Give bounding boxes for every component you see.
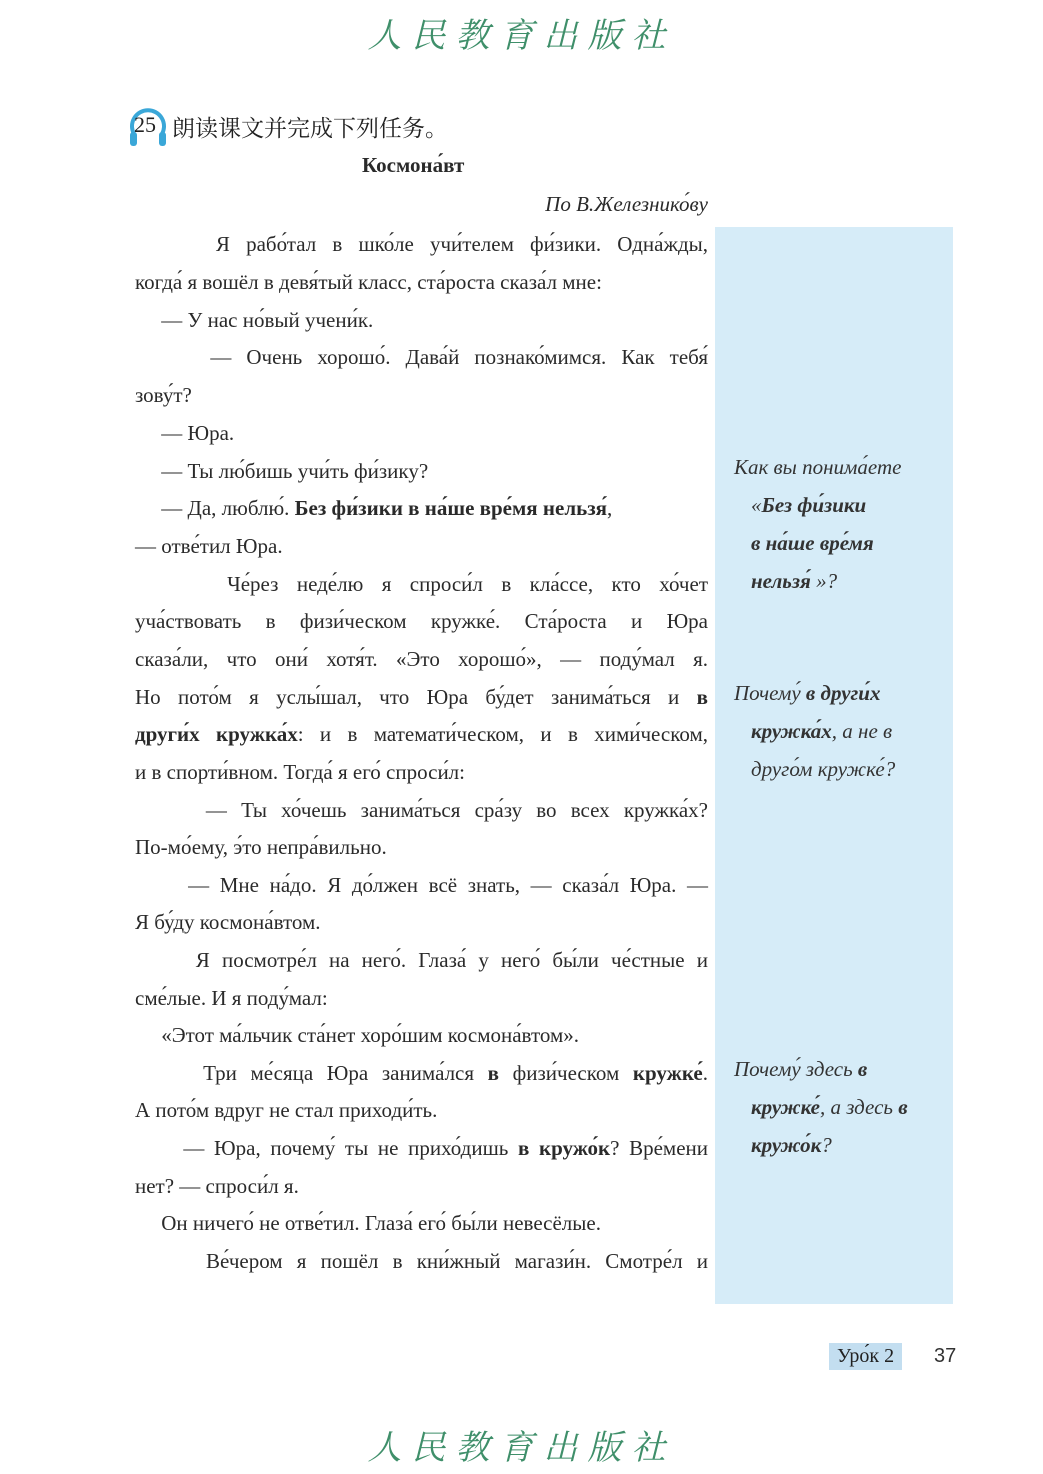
margin-note-line bbox=[751, 490, 866, 520]
text-segment: Че́рез неде́лю я спроси́л в кла́ссе, кто хо́чет bbox=[135, 572, 708, 596]
text-segment: , bbox=[607, 496, 613, 520]
text-author: По В.Железнико́ву bbox=[545, 192, 708, 216]
text-segment: и в спорти́вном. Тогда́ я его́ спроси́л: bbox=[135, 760, 465, 784]
text-line bbox=[135, 380, 708, 410]
task-number: 25 bbox=[134, 112, 156, 137]
text-line bbox=[135, 569, 708, 599]
publisher-logo-bottom: 人民教育出版社 bbox=[367, 1428, 676, 1468]
text-segment: — Юра, почему́ ты не прихо́дишь bbox=[135, 1136, 519, 1160]
text-line bbox=[135, 945, 708, 975]
bold-phrase: Без фи́зики bbox=[761, 493, 867, 517]
text-segment: , а не в bbox=[831, 719, 893, 743]
text-line bbox=[135, 870, 708, 900]
text-segment: друго́м кружке́? bbox=[751, 757, 896, 781]
margin-note-line bbox=[751, 716, 892, 746]
text-segment: — Ты лю́бишь учи́ть фи́зику? bbox=[135, 459, 429, 483]
text-segment: Но пото́м я услы́шал, что Юра бу́дет занима́ться и bbox=[135, 685, 697, 709]
bold-phrase: в на́ше вре́мя bbox=[751, 531, 874, 555]
text-segment: когда́ я вошёл в девя́тый класс, ста́роста сказа́л мне: bbox=[135, 270, 602, 294]
bold-phrase: кружке́ bbox=[632, 1061, 703, 1085]
text-segment: : и в математи́ческом, и в хими́ческом, bbox=[297, 722, 708, 746]
bold-phrase: в други́х bbox=[805, 681, 881, 705]
text-segment: По-мо́ему, э́то непра́вильно. bbox=[135, 835, 387, 859]
text-line bbox=[135, 229, 708, 259]
text-line bbox=[135, 493, 708, 523]
text-line bbox=[135, 1133, 708, 1163]
bold-phrase: в bbox=[857, 1057, 868, 1081]
margin-note-line bbox=[751, 528, 874, 558]
text-segment: Я посмотре́л на него́. Глаза́ у него́ бы́ли че́стные и bbox=[135, 948, 708, 972]
text-line bbox=[135, 606, 708, 636]
bold-phrase: кружка́х bbox=[751, 719, 832, 743]
margin-note-line bbox=[751, 1092, 908, 1122]
bold-phrase: Без фи́зики в на́ше вре́мя нельзя́ bbox=[294, 496, 608, 520]
text-segment: физи́ческом bbox=[499, 1061, 633, 1085]
publisher-logo-top: 人民教育出版社 bbox=[367, 16, 676, 56]
text-line bbox=[135, 305, 708, 335]
text-segment: Я бу́ду космона́втом. bbox=[135, 910, 321, 934]
text-segment: нет? — спроси́л я. bbox=[135, 1174, 299, 1198]
bold-phrase: в кружо́к bbox=[518, 1136, 611, 1160]
task-instruction: 朗读课文并完成下列任务。 bbox=[172, 116, 448, 142]
text-line bbox=[135, 342, 708, 372]
text-line bbox=[135, 832, 708, 862]
text-segment: Как вы понима́ете bbox=[734, 455, 902, 479]
bold-phrase: нельзя́ bbox=[751, 569, 811, 593]
text-segment: Почему́ здесь bbox=[734, 1057, 858, 1081]
text-segment: — Юра. bbox=[135, 421, 235, 445]
text-line bbox=[135, 644, 708, 674]
margin-note-line bbox=[751, 566, 837, 596]
margin-note-line bbox=[751, 754, 895, 784]
text-line bbox=[135, 1208, 708, 1238]
text-segment: — Ты хо́чешь занима́ться сра́зу во всех кружка́х? bbox=[135, 798, 708, 822]
page-number: 37 bbox=[934, 1345, 957, 1367]
bold-phrase: кружке́ bbox=[751, 1095, 820, 1119]
text-segment: — Да, люблю́. bbox=[135, 496, 295, 520]
text-segment: , а здесь bbox=[820, 1095, 899, 1119]
margin-note-line bbox=[734, 678, 880, 708]
text-segment: « bbox=[751, 493, 762, 517]
text-segment: — Очень хорошо́. Дава́й познако́мимся. Как тебя́ bbox=[135, 345, 708, 369]
text-line bbox=[135, 418, 708, 448]
text-title: Космона́вт bbox=[362, 153, 465, 177]
text-line bbox=[135, 983, 708, 1013]
text-line bbox=[135, 456, 708, 486]
bold-phrase: в bbox=[898, 1095, 908, 1119]
text-segment: ? bbox=[821, 1133, 832, 1157]
text-line bbox=[135, 531, 708, 561]
text-segment: . bbox=[702, 1061, 709, 1085]
text-segment: »? bbox=[810, 569, 838, 593]
text-segment: сме́лые. И я поду́мал: bbox=[135, 986, 328, 1010]
text-line bbox=[135, 1246, 708, 1276]
text-segment: Почему́ bbox=[734, 681, 806, 705]
text-line bbox=[135, 682, 708, 712]
margin-note-line bbox=[734, 1054, 867, 1084]
text-segment: Он ничего́ не отве́тил. Глаза́ его́ бы́ли невесёлые. bbox=[135, 1211, 601, 1235]
margin-note-line bbox=[734, 452, 901, 482]
text-line bbox=[135, 719, 708, 749]
text-segment: А пото́м вдруг не стал приходи́ть. bbox=[135, 1098, 438, 1122]
text-line bbox=[135, 757, 708, 787]
text-segment: — отве́тил Юра. bbox=[135, 534, 283, 558]
text-line bbox=[135, 1058, 708, 1088]
bold-phrase: кружо́к bbox=[751, 1133, 822, 1157]
text-segment: Три ме́сяца Юра занима́лся bbox=[135, 1061, 488, 1085]
bold-phrase: в bbox=[696, 685, 708, 709]
text-segment: сказа́ли, что они́ хотя́т. «Это хорошо́», — поду́мал я. bbox=[135, 647, 708, 671]
bold-phrase: в bbox=[487, 1061, 500, 1085]
text-segment: ? Вре́мени bbox=[610, 1136, 708, 1160]
text-line bbox=[135, 1171, 708, 1201]
text-line bbox=[135, 267, 708, 297]
text-line bbox=[135, 1020, 708, 1050]
audio-icon[interactable] bbox=[128, 104, 168, 152]
text-segment: — У нас но́вый учени́к. bbox=[135, 308, 374, 332]
text-line bbox=[135, 1095, 708, 1125]
bold-phrase: други́х кружка́х bbox=[135, 722, 298, 746]
lesson-badge: Уро́к 2 bbox=[829, 1343, 902, 1370]
text-segment: Ве́чером я пошёл в кни́жный магази́н. Смотре́л и bbox=[135, 1249, 708, 1273]
margin-note-line bbox=[751, 1130, 832, 1160]
text-segment: уча́ствовать в физи́ческом кружке́. Ста́роста и Юра bbox=[135, 609, 708, 633]
text-segment: Я рабо́тал в шко́ле учи́телем фи́зики. Одна́жды, bbox=[135, 232, 708, 256]
text-line bbox=[135, 795, 708, 825]
text-segment: «Этот ма́льчик ста́нет хоро́шим космона́втом». bbox=[135, 1023, 579, 1047]
text-line bbox=[135, 907, 708, 937]
text-segment: зову́т? bbox=[135, 383, 192, 407]
text-segment: — Мне на́до. Я до́лжен всё знать, — сказа́л Юра. — bbox=[135, 873, 708, 897]
